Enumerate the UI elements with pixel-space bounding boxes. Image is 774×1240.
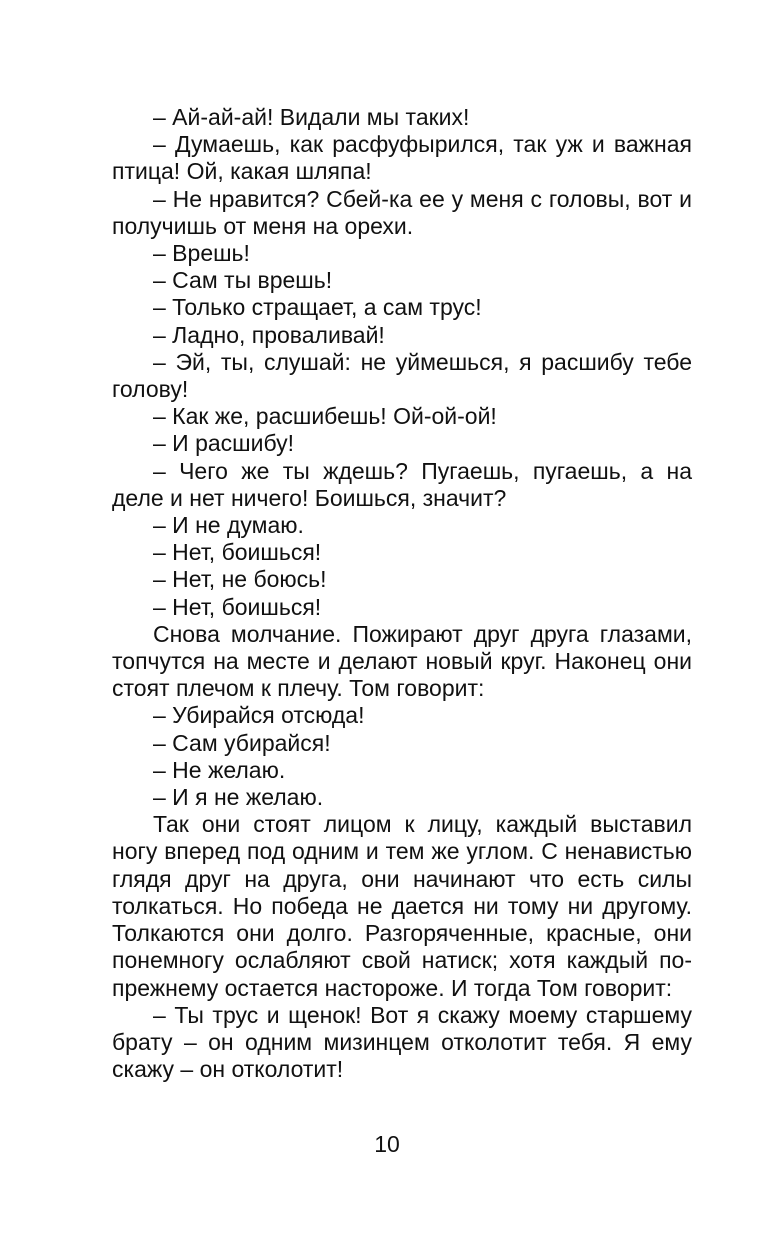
- paragraph: Снова молчание. Пожирают друг друга глазами, топчутся на месте и делают новый круг. Наконец они стоят плечом к плечу. Том говорит:: [112, 620, 692, 702]
- paragraph: – Ай-ай-ай! Видали мы таких!: [153, 104, 470, 130]
- paragraph: – Сам убирайся!: [153, 729, 331, 756]
- page-text: [112, 104, 692, 1083]
- paragraph: – Ладно, проваливай!: [153, 321, 385, 348]
- page-number: 10: [374, 1131, 400, 1157]
- paragraph: – Думаешь, как расфуфырился, так уж и важная птица! Ой, какая шляпа!: [112, 131, 692, 185]
- paragraph: Так они стоят лицом к лицу, каждый выставил ногу вперед под одним и тем же углом. С ненавистью глядя друг на друга, они начинают что есть силы толкаться. Но победа не дается ни тому ни другому. Толкаются они долго. Разгоряченные, красные, они понемногу ослабляют свой натиск; хотя каждый по-прежнему остается настороже. И тогда Том говорит:: [112, 811, 692, 1001]
- paragraph: – Нет, боишься!: [153, 593, 322, 620]
- paragraph: – Ты трус и щенок! Вот я скажу моему старшему брату – он одним мизинцем отколотит тебя. Я ему скажу – он отколотит!: [112, 1001, 692, 1083]
- paragraph: – Только стращает, а сам трус!: [153, 294, 482, 321]
- paragraph: – Сам ты врешь!: [153, 267, 333, 294]
- paragraph: – Убирайся отсюда!: [153, 702, 365, 729]
- paragraph: – Нет, боишься!: [153, 539, 322, 566]
- paragraph: – Нет, не боюсь!: [153, 566, 327, 593]
- paragraph: – Не желаю.: [153, 756, 286, 783]
- paragraph: – Не нравится? Сбей-ка ее у меня с головы, вот и получишь от меня на орехи.: [112, 185, 692, 239]
- paragraph: – Чего же ты ждешь? Пугаешь, пугаешь, а на деле и нет ничего! Боишься, значит?: [112, 457, 692, 511]
- paragraph: – Как же, расшибешь! Ой-ой-ой!: [153, 403, 497, 430]
- paragraph: – И расшибу!: [153, 430, 295, 457]
- paragraph: – Врешь!: [153, 240, 250, 267]
- paragraph: – И не думаю.: [153, 512, 304, 539]
- paragraph: – Эй, ты, слушай: не уймешься, я расшибу тебе голову!: [112, 348, 692, 403]
- paragraph: – И я не желаю.: [153, 784, 324, 811]
